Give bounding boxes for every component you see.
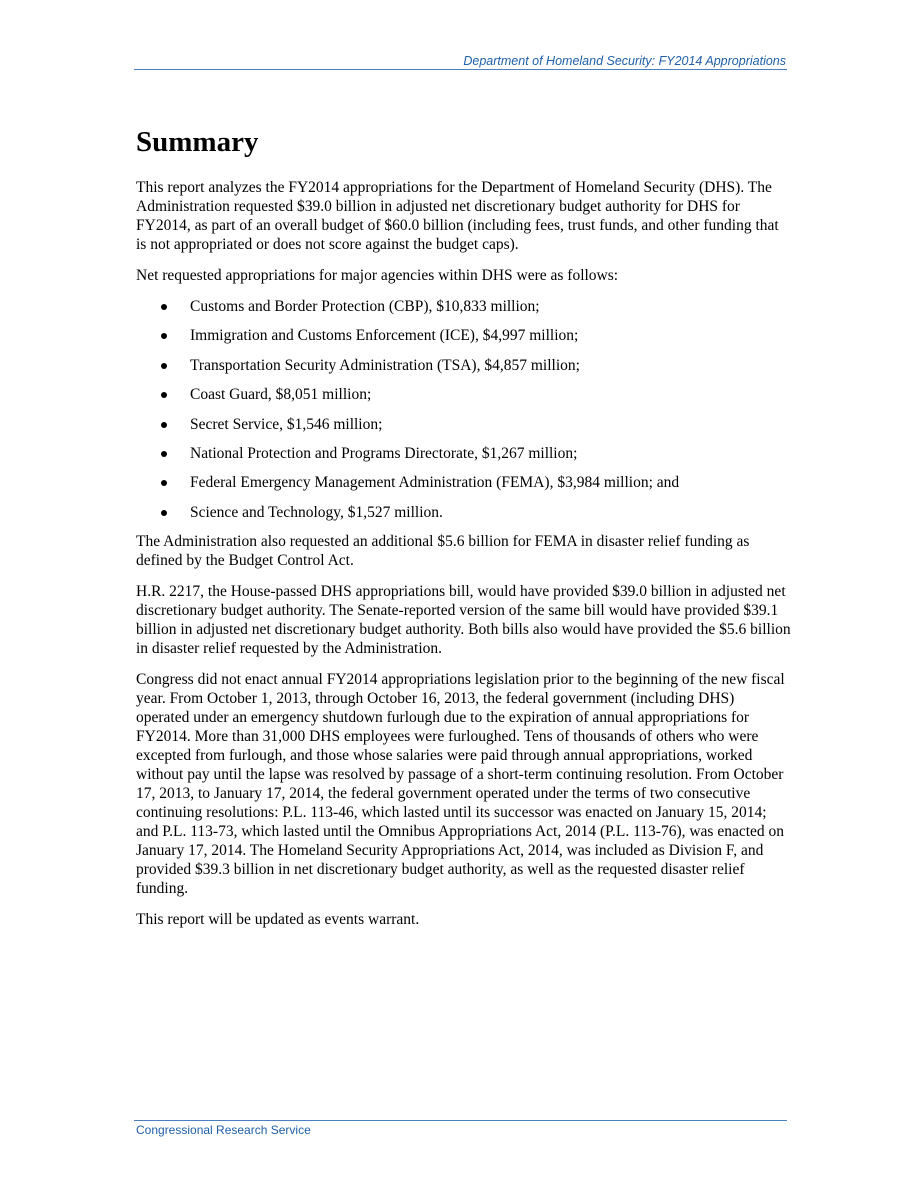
list-item-text: Customs and Border Protection (CBP), $10,833 million;	[190, 298, 540, 315]
list-intro-paragraph: Net requested appropriations for major agencies within DHS were as follows:	[136, 267, 619, 284]
bullet-icon	[161, 510, 167, 516]
list-item-text: Secret Service, $1,546 million;	[190, 415, 383, 433]
bullet-icon	[161, 392, 167, 398]
list-item-text: Federal Emergency Management Administration (FEMA), $3,984 million; and	[190, 474, 680, 492]
list-item-text: Coast Guard, $8,051 million;	[190, 386, 372, 404]
list-item	[136, 385, 791, 404]
list-item	[136, 415, 791, 434]
intro-paragraph: This report analyzes the FY2014 appropriations for the Department of Homeland Security (DHS). The Administration requested $39.0 billion in adjusted net discretionary budget authority for DHS for FY2014, as part of an overall budget of $60.0 billion (including fees, trust funds, and other funding that is not appropriated or does not score against the budget caps).	[136, 179, 779, 253]
list-item	[136, 444, 791, 463]
list-item-text: Science and Technology, $1,527 million.	[190, 503, 443, 521]
agency-list	[136, 297, 791, 522]
summary-body	[136, 178, 791, 941]
header-divider	[134, 69, 787, 70]
list-item-text: Transportation Security Administration (TSA), $4,857 million;	[190, 356, 580, 374]
list-item	[136, 356, 791, 375]
footer-publisher: Congressional Research Service	[136, 1123, 311, 1137]
bullet-icon	[161, 480, 167, 486]
bullet-icon	[161, 363, 167, 369]
bullet-icon	[161, 422, 167, 428]
list-item	[136, 503, 791, 522]
fema-disaster-paragraph: The Administration also requested an additional $5.6 billion for FEMA in disaster relief funding as defined by the Budget Control Act.	[136, 533, 750, 570]
closing-paragraph: This report will be updated as events warrant.	[136, 911, 420, 929]
footer-divider	[134, 1120, 787, 1121]
bullet-icon	[161, 304, 167, 310]
house-bill-paragraph: H.R. 2217, the House-passed DHS appropriations bill, would have provided $39.0 billion in adjusted net discretionary budget authority. The Senate-reported version of the same bill would have provided $39.1 billion in adjusted net discretionary budget authority. Both bills also would have provided the $5.6 billion in disaster relief requested by the Administration.	[136, 583, 791, 658]
list-item	[136, 473, 791, 492]
list-item-text: National Protection and Programs Directorate, $1,267 million;	[190, 444, 578, 462]
list-item-text: Immigration and Customs Enforcement (ICE), $4,997 million;	[190, 327, 579, 345]
running-header: Department of Homeland Security: FY2014 Appropriations	[463, 54, 786, 68]
list-item	[136, 297, 791, 316]
bullet-icon	[161, 333, 167, 339]
bullet-icon	[161, 451, 167, 457]
page-title: Summary	[136, 126, 259, 158]
congress-action-paragraph: Congress did not enact annual FY2014 appropriations legislation prior to the beginning of the new fiscal year. From October 1, 2013, through October 16, 2013, the federal government (including DHS) operated under an emergency shutdown furlough due to the expiration of annual appropriations for FY2014. More than 31,000 DHS employees were furloughed. Tens of thousands of others who were excepted from furlough, and those whose salaries were paid through annual appropriations, worked without pay until the lapse was resolved by passage of a short-term continuing resolution. From October 17, 2013, to January 17, 2014, the federal government operated under the terms of two consecutive continuing resolutions: P.L. 113-46, which lasted until its successor was enacted on January 15, 2014; and P.L. 113-73, which lasted until the Omnibus Appropriations Act, 2014 (P.L. 113-76), was enacted on January 17, 2014. The Homeland Security Appropriations Act, 2014, was included as Division F, and provided $39.3 billion in net discretionary budget authority, as well as the requested disaster relief funding.	[136, 671, 785, 898]
list-item	[136, 326, 791, 345]
